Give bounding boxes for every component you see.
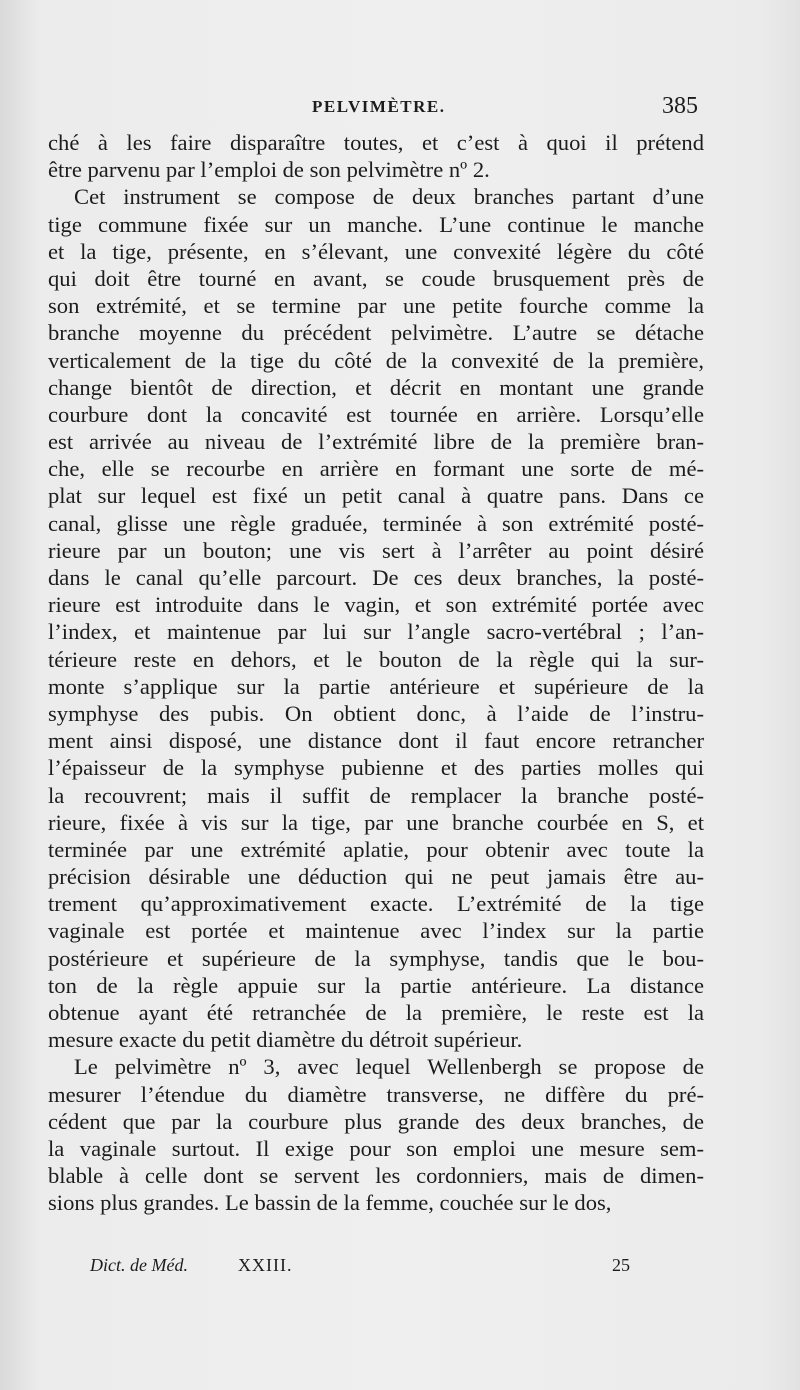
text-line: postérieure et supérieure de la symphyse, tandis que le bou- — [48, 945, 704, 971]
text-line: l’index, et maintenue par lui sur l’angle sacro-vertébral ; l’an- — [48, 619, 704, 645]
page-number: 385 — [662, 93, 698, 119]
text-line: che, elle se recourbe en arrière en formant une sorte de mé- — [48, 456, 704, 482]
text-line: cédent que par la courbure plus grande des deux branches, de — [48, 1108, 704, 1134]
text-line: trement qu’approximativement exacte. L’extrémité de la tige — [48, 891, 704, 917]
text-line: ché à les faire disparaître toutes, et c’est à quoi il prétend — [48, 130, 704, 155]
text-line: et la tige, présente, en s’élevant, une convexité légère du côté — [48, 238, 704, 264]
text-line: dans le canal qu’elle parcourt. De ces deux branches, la posté- — [48, 565, 704, 590]
text-line: symphyse des pubis. On obtient donc, à l’aide de l’instru- — [48, 700, 704, 726]
text-line: Cet instrument se compose de deux branches partant d’une — [74, 184, 704, 210]
page-footer — [0, 1255, 800, 1281]
text-line: blable à celle dont se servent les cordonniers, mais de dimen- — [48, 1163, 704, 1189]
text-line: terminée par une extrémité aplatie, pour obtenir avec toute la — [48, 836, 704, 862]
text-line: vaginale est portée et maintenue avec l’index sur la partie — [48, 918, 704, 944]
text-line: qui doit être tourné en avant, se coude brusquement près de — [48, 265, 704, 291]
text-line: courbure dont la concavité est tournée en arrière. Lorsqu’elle — [48, 401, 704, 427]
paragraph — [48, 1053, 704, 1216]
text-line: ton de la règle appuie sur la partie antérieure. La distance — [48, 972, 704, 998]
footer-signature: 25 — [612, 1255, 630, 1275]
text-line: rieure par un bouton; une vis sert à l’arrêter au point désiré — [48, 537, 704, 563]
running-title: PELVIMÈTRE. — [312, 97, 446, 116]
paragraph — [48, 183, 704, 1053]
text-line: est arrivée au niveau de l’extrémité libre de la première bran- — [48, 429, 704, 455]
body-text — [48, 129, 704, 1217]
text-line: mesurer l’étendue du diamètre transverse, ne diffère du pré- — [48, 1081, 704, 1107]
text-line: tige commune fixée sur un manche. L’une continue le manche — [48, 211, 704, 237]
paragraph — [48, 129, 704, 183]
text-line: monte s’applique sur la partie antérieure et supérieure de la — [48, 673, 704, 699]
page-header — [0, 93, 800, 127]
text-line: son extrémité, et se termine par une petite fourche comme la — [48, 293, 704, 319]
footer-volume: XXIII. — [238, 1255, 293, 1275]
text-line: l’épaisseur de la symphyse pubienne et des parties molles qui — [48, 755, 704, 781]
text-line: verticalement de la tige du côté de la convexité de la première, — [48, 347, 704, 373]
footer-dictionary: Dict. de Méd. — [90, 1255, 188, 1275]
text-line: obtenue ayant été retranchée de la première, le reste est la — [48, 1000, 704, 1025]
text-line: mesure exacte du petit diamètre du détroit supérieur. — [48, 1027, 523, 1053]
text-line: change bientôt de direction, et décrit en montant une grande — [48, 374, 704, 400]
text-line: être parvenu par l’emploi de son pelvimètre nº 2. — [48, 157, 490, 183]
text-line: la recouvrent; mais il suffit de remplacer la branche posté- — [48, 782, 704, 808]
text-line: canal, glisse une règle graduée, terminée à son extrémité posté- — [48, 510, 704, 536]
text-line: précision désirable une déduction qui ne peut jamais être au- — [48, 864, 704, 890]
text-line: térieure reste en dehors, et le bouton de la règle qui la sur- — [48, 646, 704, 672]
text-line: rieure, fixée à vis sur la tige, par une branche courbée en S, et — [48, 809, 704, 835]
text-line: rieure est introduite dans le vagin, et son extrémité portée avec — [48, 592, 704, 618]
text-line: ment ainsi disposé, une distance dont il faut encore retrancher — [48, 728, 704, 754]
text-line: sions plus grandes. Le bassin de la femme, couchée sur le dos, — [48, 1190, 612, 1216]
text-line: Le pelvimètre nº 3, avec lequel Wellenbergh se propose de — [74, 1054, 704, 1080]
text-line: branche moyenne du précédent pelvimètre. L’autre se détache — [48, 320, 704, 346]
text-line: la vaginale surtout. Il exige pour son emploi une mesure sem- — [48, 1135, 704, 1161]
text-line: plat sur lequel est fixé un petit canal à quatre pans. Dans ce — [48, 483, 704, 509]
